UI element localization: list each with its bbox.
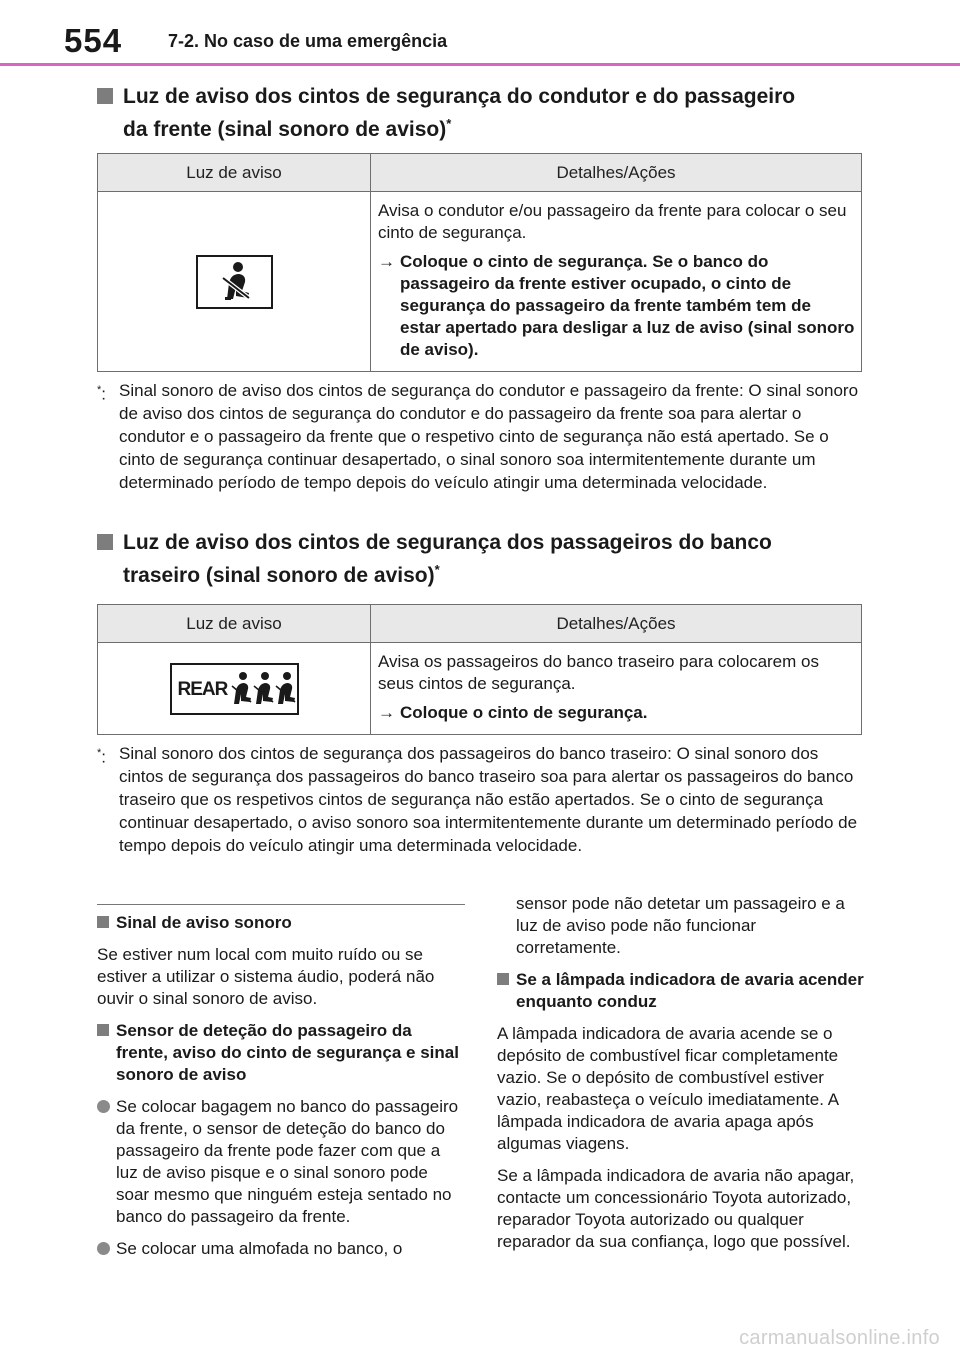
section2-table <box>97 604 862 735</box>
col-header-warning-light: Luz de aviso <box>98 605 371 643</box>
footnote-colon: : <box>101 384 107 404</box>
page-header <box>0 0 960 70</box>
action-text: Coloque o cinto de segurança. Se o banco do passageiro da frente estiver ocupado, o cinto de segurança do passageiro da frente também tem de estar apertado para desligar a luz de aviso (sinal sonoro de aviso). <box>400 252 855 359</box>
section2-title-line2-wrap <box>97 559 772 592</box>
list-item-text: Se colocar bagagem no banco do passageiro da frente, o sensor de deteção do banco do passageiro da frente pode fazer com que a luz de aviso pisque e o sinal sonoro pode soar mesmo que ninguém esteja sentado no banco do passageiro da frente. <box>116 1097 459 1226</box>
section-square-icon <box>97 534 113 550</box>
col-header-details: Detalhes/Ações <box>371 605 862 643</box>
arrow-right-icon: → <box>378 703 395 722</box>
footnote-mark <box>97 379 106 406</box>
section1-asterisk: * <box>446 116 452 131</box>
footnote-asterisk: * <box>97 384 102 396</box>
chapter-title: 7-2. No caso de uma emergência <box>168 31 448 51</box>
rear-label: REAR <box>177 678 228 700</box>
table-row <box>98 643 862 735</box>
footnote-mark <box>97 742 106 769</box>
list-item-continuation: sensor pode não detetar um passageiro e a luz de aviso pode não funcionar corretamente. <box>516 894 845 957</box>
seat-occupants-icon <box>229 670 297 710</box>
watermark: carmanualsonline.info <box>739 1327 940 1349</box>
seatbelt-person-icon <box>198 257 271 307</box>
left-column <box>97 912 465 1270</box>
subheading-text: Sensor de deteção do passageiro da frente, aviso do cinto de segurança e sinal sonoro de aviso <box>116 1021 459 1084</box>
buzzer-text: Se estiver num local com muito ruído ou se estiver a utilizar o sistema áudio, poderá não ouvir o sinal sonoro de aviso. <box>97 945 435 1008</box>
col-header-details: Detalhes/Ações <box>371 154 862 192</box>
subheading-passenger-sensor <box>97 1020 465 1086</box>
section1-table <box>97 153 862 372</box>
action-text: Coloque o cinto de segurança. <box>400 703 648 722</box>
subheading-square-icon <box>97 1024 109 1036</box>
col-header-warning-light: Luz de aviso <box>98 154 371 192</box>
action-item <box>378 702 855 724</box>
table-header-row <box>98 605 862 643</box>
seatbelt-warning-icon <box>196 255 273 309</box>
table-header-row <box>98 154 862 192</box>
footnote-colon: : <box>101 747 107 767</box>
malfunction-text-2: Se a lâmpada indicadora de avaria não apagar, contacte um concessionário Toyota autorizado, reparador Toyota autorizado ou qualquer reparador da sua confiança, logo que possível. <box>497 1166 855 1251</box>
list-item <box>97 1238 465 1260</box>
header-divider <box>0 63 960 66</box>
subheading-square-icon <box>497 973 509 985</box>
subheading-text: Sinal de aviso sonoro <box>116 913 292 932</box>
section1-heading <box>97 80 795 146</box>
warning-description: Avisa os passageiros do banco traseiro para colocarem os seus cintos de segurança. <box>378 652 819 693</box>
warning-light-cell <box>98 192 371 372</box>
section2-title-line1: Luz de aviso dos cintos de segurança dos passageiros do banco <box>123 531 772 554</box>
warning-description: Avisa o condutor e/ou passageiro da frente para colocar o seu cinto de segurança. <box>378 201 847 242</box>
footnote-text: Sinal sonoro de aviso dos cintos de segurança do condutor e passageiro da frente: O sinal sonoro de aviso dos cintos de segurança do condutor e do passageiro da frente soa para alertar o condutor e o passageiro da frente que o respetivo cinto de segurança não está apertado. Se o cinto de segurança continuar desapertado, o sinal sonoro soa intermitentemente durante um determinado período de tempo depois do veículo atingir uma determinada velocidade. <box>119 381 859 492</box>
subheading-square-icon <box>97 916 109 928</box>
details-cell <box>371 643 862 735</box>
arrow-right-icon: → <box>378 252 395 271</box>
malfunction-text-1: A lâmpada indicadora de avaria acende se o depósito de combustível ficar completamente vazio. Se o depósito de combustível estiver vazio, reabasteça o veículo imediatamente. A lâmpada indicadora de avaria apaga após algumas viagens. <box>497 1024 839 1153</box>
section2-heading <box>97 526 772 592</box>
bullet-dot-icon <box>97 1242 110 1255</box>
subheading-text: Se a lâmpada indicadora de avaria acender enquanto conduz <box>516 970 864 1011</box>
section2-asterisk: * <box>434 562 440 577</box>
section1-title-line1: Luz de aviso dos cintos de segurança do condutor e do passageiro <box>123 85 796 108</box>
section-square-icon <box>97 88 113 104</box>
details-cell <box>371 192 862 372</box>
footnote-text: Sinal sonoro dos cintos de segurança dos passageiros do banco traseiro: O sinal sonoro dos cintos de segurança dos passageiros do banco traseiro soa para alertar os passageiros do banco traseiro que os respetivos cintos de segurança não estão apertados. Se o cinto de segurança continuar desapertado, o aviso sonoro soa intermitentemente durante um determinado período de tempo depois do veículo atingir uma determinada velocidade. <box>119 744 858 855</box>
section1-title-line2-wrap <box>97 113 795 146</box>
section2-title-line2: traseiro (sinal sonoro de aviso) <box>123 564 435 587</box>
table-row <box>98 192 862 372</box>
rear-seatbelt-warning-icon <box>170 663 299 715</box>
list-item <box>97 1096 465 1228</box>
bullet-dot-icon <box>97 1100 110 1113</box>
action-item <box>378 251 855 361</box>
subheading-warning-buzzer <box>97 912 465 934</box>
right-column <box>497 893 865 1263</box>
subheading-malfunction-lamp <box>497 969 865 1013</box>
section1-footnote <box>97 379 867 494</box>
page-number: 554 <box>64 22 123 59</box>
section2-footnote <box>97 742 867 857</box>
column-divider <box>97 904 465 905</box>
footnote-asterisk: * <box>97 747 102 759</box>
section1-title-line2: da frente (sinal sonoro de aviso) <box>123 118 447 141</box>
list-item-text: Se colocar uma almofada no banco, o <box>116 1239 403 1258</box>
warning-light-cell <box>98 643 371 735</box>
